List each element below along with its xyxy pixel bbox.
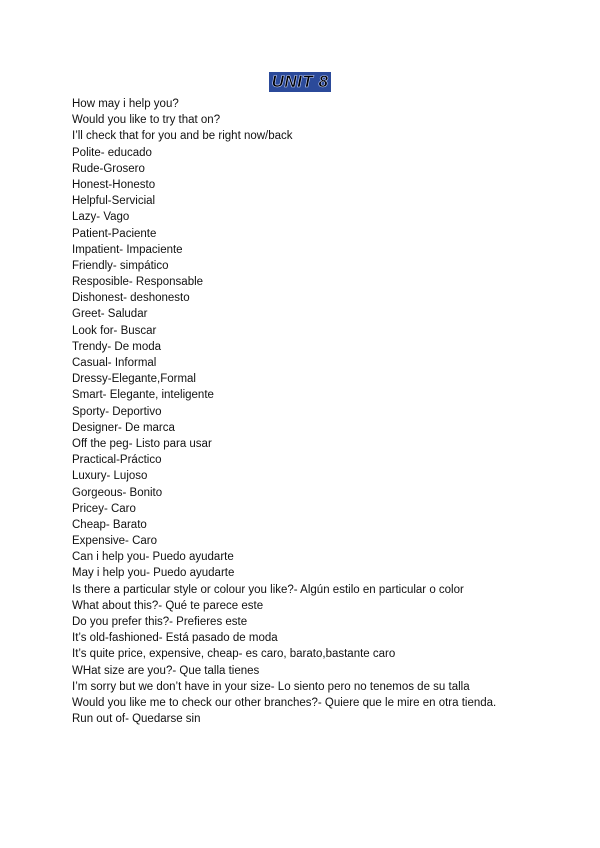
- vocabulary-line: May i help you- Puedo ayudarte: [72, 567, 235, 580]
- vocabulary-line: Pricey- Caro: [72, 502, 136, 515]
- vocabulary-line: Can i help you- Puedo ayudarte: [72, 551, 234, 564]
- vocabulary-line: Would you like to try that on?: [72, 114, 221, 127]
- vocabulary-line: Resposible- Responsable: [72, 276, 204, 289]
- vocabulary-line: Luxury- Lujoso: [72, 470, 148, 483]
- vocabulary-line: WHat size are you?- Que talla tienes: [72, 664, 260, 677]
- vocabulary-line: Lazy- Vago: [72, 211, 130, 224]
- vocabulary-line: Greet- Saludar: [72, 308, 148, 321]
- vocabulary-line: Cheap- Barato: [72, 518, 147, 531]
- vocabulary-line: Patient-Paciente: [72, 227, 157, 240]
- vocabulary-line: Off the peg- Listo para usar: [72, 437, 212, 450]
- vocabulary-line: Dishonest- deshonesto: [72, 292, 190, 305]
- vocabulary-line: Helpful-Servicial: [72, 195, 156, 208]
- vocabulary-line: Casual- Informal: [72, 357, 157, 369]
- vocabulary-list: [72, 96, 592, 727]
- vocabulary-line: Look for- Buscar: [72, 324, 157, 337]
- vocabulary-line: I’ll check that for you and be right now/back: [72, 130, 293, 143]
- vocabulary-line: Honest-Honesto: [72, 178, 156, 191]
- vocabulary-line: Gorgeous- Bonito: [72, 486, 163, 499]
- vocabulary-line: Practical-Práctico: [72, 454, 162, 467]
- vocabulary-line: How may i help you?: [72, 98, 179, 110]
- vocabulary-line: Designer- De marca: [72, 421, 175, 434]
- vocabulary-line: It’s quite price, expensive, cheap- es caro, barato,bastante caro: [72, 648, 396, 661]
- vocabulary-line: It’s old-fashioned- Está pasado de moda: [72, 632, 278, 645]
- vocabulary-line: Friendly- simpático: [72, 259, 169, 272]
- vocabulary-line: Rude-Grosero: [72, 162, 145, 175]
- vocabulary-line: Trendy- De moda: [72, 340, 162, 353]
- page-title: UNIT 8: [269, 72, 332, 92]
- vocabulary-line: Expensive- Caro: [72, 535, 158, 548]
- vocabulary-line: Smart- Elegante, inteligente: [72, 389, 214, 402]
- vocabulary-line: Do you prefer this?- Prefieres este: [72, 616, 248, 628]
- vocabulary-line: What about this?- Qué te parece este: [72, 599, 264, 612]
- vocabulary-line: I’m sorry but we don’t have in your size- Lo siento pero no tenemos de su talla: [72, 680, 470, 693]
- vocabulary-line: Sporty- Deportivo: [72, 405, 162, 418]
- vocabulary-line: Polite- educado: [72, 146, 152, 159]
- title-container: [0, 72, 600, 92]
- vocabulary-line: Dressy-Elegante,Formal: [72, 373, 196, 386]
- vocabulary-line: Is there a particular style or colour you like?- Algún estilo en particular o color: [72, 583, 464, 596]
- vocabulary-line: Would you like me to check our other branches?- Quiere que le mire en otra tienda.: [72, 696, 497, 709]
- vocabulary-line: Run out of- Quedarse sin: [72, 713, 201, 726]
- vocabulary-line: Impatient- Impaciente: [72, 243, 183, 256]
